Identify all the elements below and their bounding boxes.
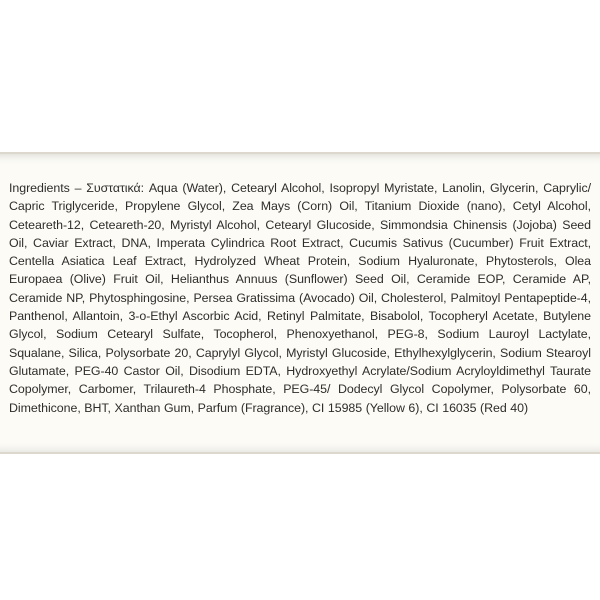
- ingredients-list: Ingredients – Συστατικά: Aqua (Water), Cetearyl Alcohol, Isopropyl Myristate, Lanolin, Glycerin, Caprylic/ Capric Triglyceride, Propylene Glycol, Zea Mays (Corn) Oil, Titanium Dioxide (nano), Cetyl Alcohol, Ceteareth-12, Ceteareth-20, Myristyl Alcohol, Cetearyl Glucoside, Simmondsia Chinensis (Jojoba) Seed Oil, Caviar Extract, DNA, Imperata Cylindrica Root Extract, Cucumis Sativus (Cucumber) Fruit Extract, Centella Asiatica Leaf Extract, Hydrolyzed Wheat Protein, Sodium Hyaluronate, Phytosterols, Olea Europaea (Olive) Fruit Oil, Helianthus Annuus (Sunflower) Seed Oil, Ceramide EOP, Ceramide AP, Ceramide NP, Phytosphingosine, Persea Gratissima (Avocado) Oil, Cholesterol, Palmitoyl Pentapeptide-4, Panthenol, Allantoin, 3-o-Ethyl Ascorbic Acid, Retinyl Palmitate, Bisabolol, Tocopheryl Acetate, Butylene Glycol, Sodium Cetearyl Sulfate, Tocopherol, Phenoxyethanol, PEG-8, Sodium Lauroyl Lactylate, Squalane, Silica, Polysorbate 20, Caprylyl Glycol, Myristyl Glucoside, Ethylhexylglycerin, Sodium Stearoyl Glutamate, PEG-40 Castor Oil, Disodium EDTA, Hydroxyethyl Acrylate/Sodium Acryloyldimethyl Taurate Copolymer, Carbomer, Trilaureth-4 Phosphate, PEG-45/ Dodecyl Glycol Copolymer, Polysorbate 60, Dimethicone, BHT, Xanthan Gum, Parfum (Fragrance), CI 15985 (Yellow 6), CI 16035 (Red 40): [9, 181, 591, 415]
